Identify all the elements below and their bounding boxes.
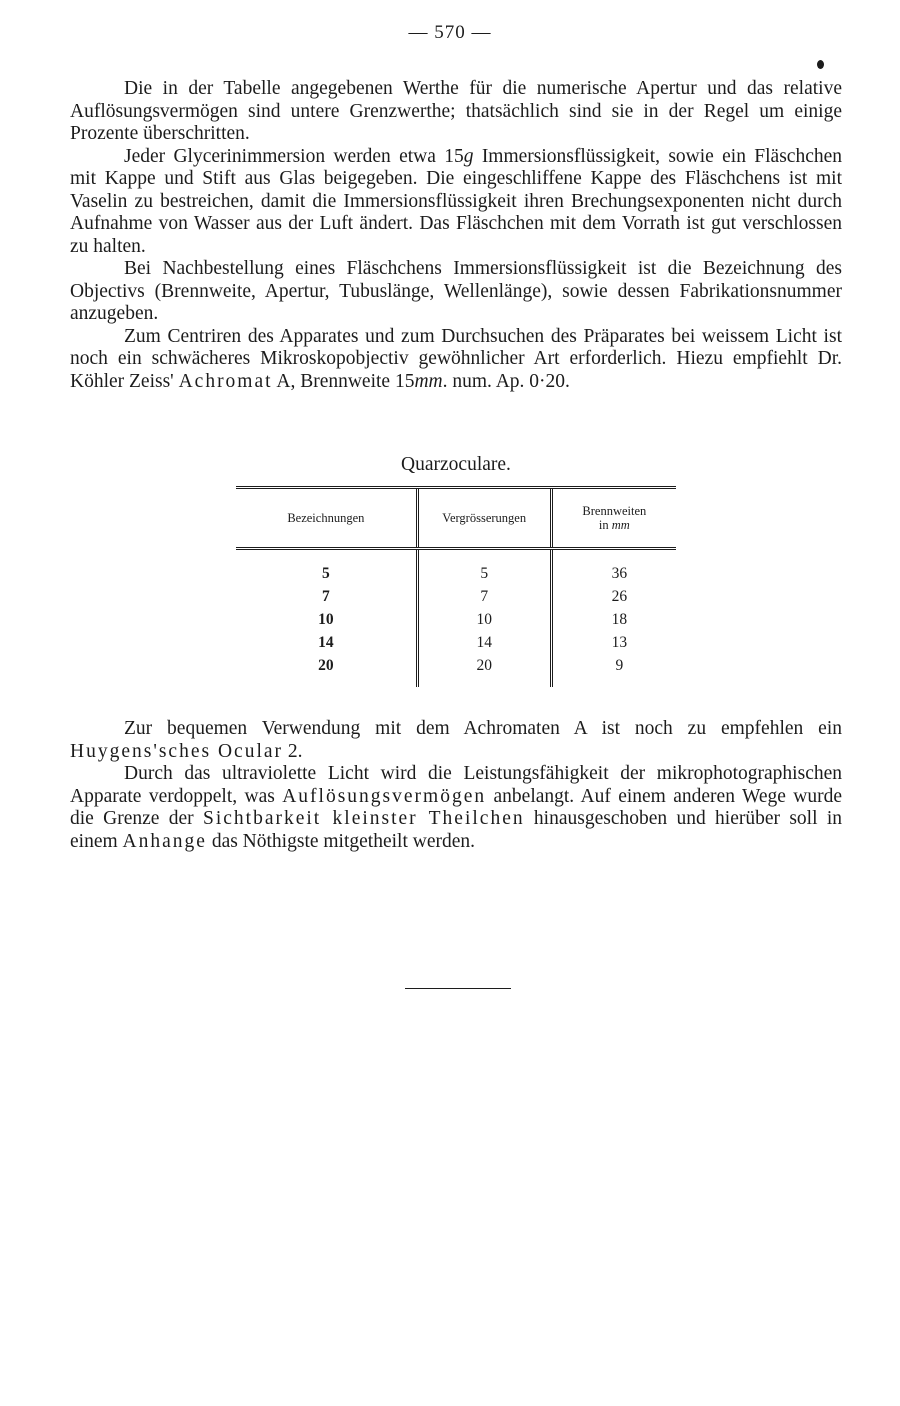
cell-magnification: 14	[417, 631, 551, 654]
text-run: das Nöthigste mitgetheilt werden.	[206, 830, 476, 852]
text-run: Die in der Tabelle angegebenen Werthe für die numerische Apertur und das relative Auflösungsvermögen sind untere Grenzwerthe; thatsächlich sind sie in der Regel um einige Prozente überschritten.	[70, 78, 842, 144]
text-run: hinausgeschoben und hierüber soll in einem	[70, 808, 842, 852]
text-run: Jeder Glycerinimmersion werden etwa 15	[124, 145, 464, 167]
table-body	[236, 549, 676, 688]
cell-designation: 10	[318, 610, 334, 628]
body-text-bottom	[70, 718, 842, 853]
cell-magnification: 7	[417, 585, 551, 608]
body-text-top	[70, 78, 842, 393]
cell-focal-length: 13	[551, 631, 676, 654]
text-run: Durch das ultraviolette Licht wird die Leistungsfähigkeit der mikrophotographischen Apparate verdoppelt, was	[70, 763, 842, 807]
cell-designation: 20	[318, 656, 334, 674]
table-row	[236, 608, 676, 631]
text-run: 2.	[283, 740, 303, 762]
paragraph	[70, 326, 842, 394]
header-focal-length-line1: Brennweiten	[582, 504, 647, 518]
paragraph	[70, 718, 842, 763]
paragraph	[70, 146, 842, 259]
spaced-run: Sichtbarkeit kleinster Theilchen	[202, 808, 525, 829]
closing-rule	[405, 988, 511, 989]
spaced-run: Auflösungsvermögen	[282, 785, 487, 807]
header-focal-length	[551, 488, 676, 549]
page-number: — 570 —	[408, 22, 492, 43]
header-focal-length-unit: mm	[611, 518, 630, 532]
table-caption: Quarzoculare.	[401, 454, 511, 475]
cell-magnification: 20	[417, 654, 551, 687]
cell-magnification: 10	[417, 608, 551, 631]
cell-focal-length: 26	[551, 585, 676, 608]
table-row	[236, 654, 676, 687]
header-focal-length-prefix: in	[598, 518, 612, 532]
text-run: A, Brennweite 15	[272, 370, 415, 392]
quarzoculare-table	[236, 486, 676, 687]
text-run: Zum Centriren des Apparates und zum Durchsuchen des Präparates bei weissem Licht ist noch ein schwächeres Mikroskopobjectiv gewöhnlicher Art erforderlich. Hiezu empfiehlt Dr. Köhler Zeiss'	[70, 325, 842, 392]
table-header-row	[236, 488, 676, 549]
paragraph	[70, 78, 842, 146]
paragraph	[70, 258, 842, 326]
text-run: . num. Ap. 0·20.	[442, 370, 570, 392]
spaced-run: Achromat	[178, 370, 273, 392]
spaced-run: Huygens'sches Ocular	[70, 740, 284, 762]
header-magnification: Vergrösserungen	[417, 488, 551, 549]
spaced-run: Anhange	[122, 830, 207, 852]
table-row	[236, 549, 676, 586]
cell-focal-length: 9	[551, 654, 676, 687]
table-row	[236, 631, 676, 654]
italic-run: mm	[414, 370, 443, 392]
text-run: anbelangt. Auf einem anderen Wege wurde die Grenze der	[70, 785, 842, 829]
text-run: Zur bequemen Verwendung mit dem Achromaten A ist noch zu empfehlen ein	[124, 718, 842, 739]
text-run: Bei Nachbestellung eines Fläschchens Immersionsflüssigkeit ist die Bezeichnung des Objectivs (Brennweite, Apertur, Tubuslänge, Wellenlänge), sowie dessen Fabrikationsnummer anzugeben.	[70, 258, 842, 324]
text-run: Immersionsflüssigkeit, sowie ein Fläschchen mit Kappe und Stift aus Glas beigegeben. Die eingeschliffene Kappe des Fläschchens ist mit Vaselin zu bestreichen, damit die Immersionsflüssigkeit ihren Brechungsexponenten nicht durch Aufnahme von Wasser aus der Luft ändert. Das Fläschchen mit dem Vorrath ist gut verschlossen zu halten.	[70, 145, 843, 257]
cell-magnification: 5	[417, 549, 551, 586]
ink-speck	[817, 60, 824, 69]
cell-designation: 7	[321, 587, 330, 605]
paragraph	[70, 763, 842, 853]
cell-designation: 5	[321, 564, 330, 582]
cell-focal-length: 36	[551, 549, 676, 586]
italic-run: g	[463, 145, 474, 167]
cell-focal-length: 18	[551, 608, 676, 631]
table-row	[236, 585, 676, 608]
cell-designation: 14	[318, 633, 334, 651]
header-designation: Bezeichnungen	[236, 488, 417, 549]
